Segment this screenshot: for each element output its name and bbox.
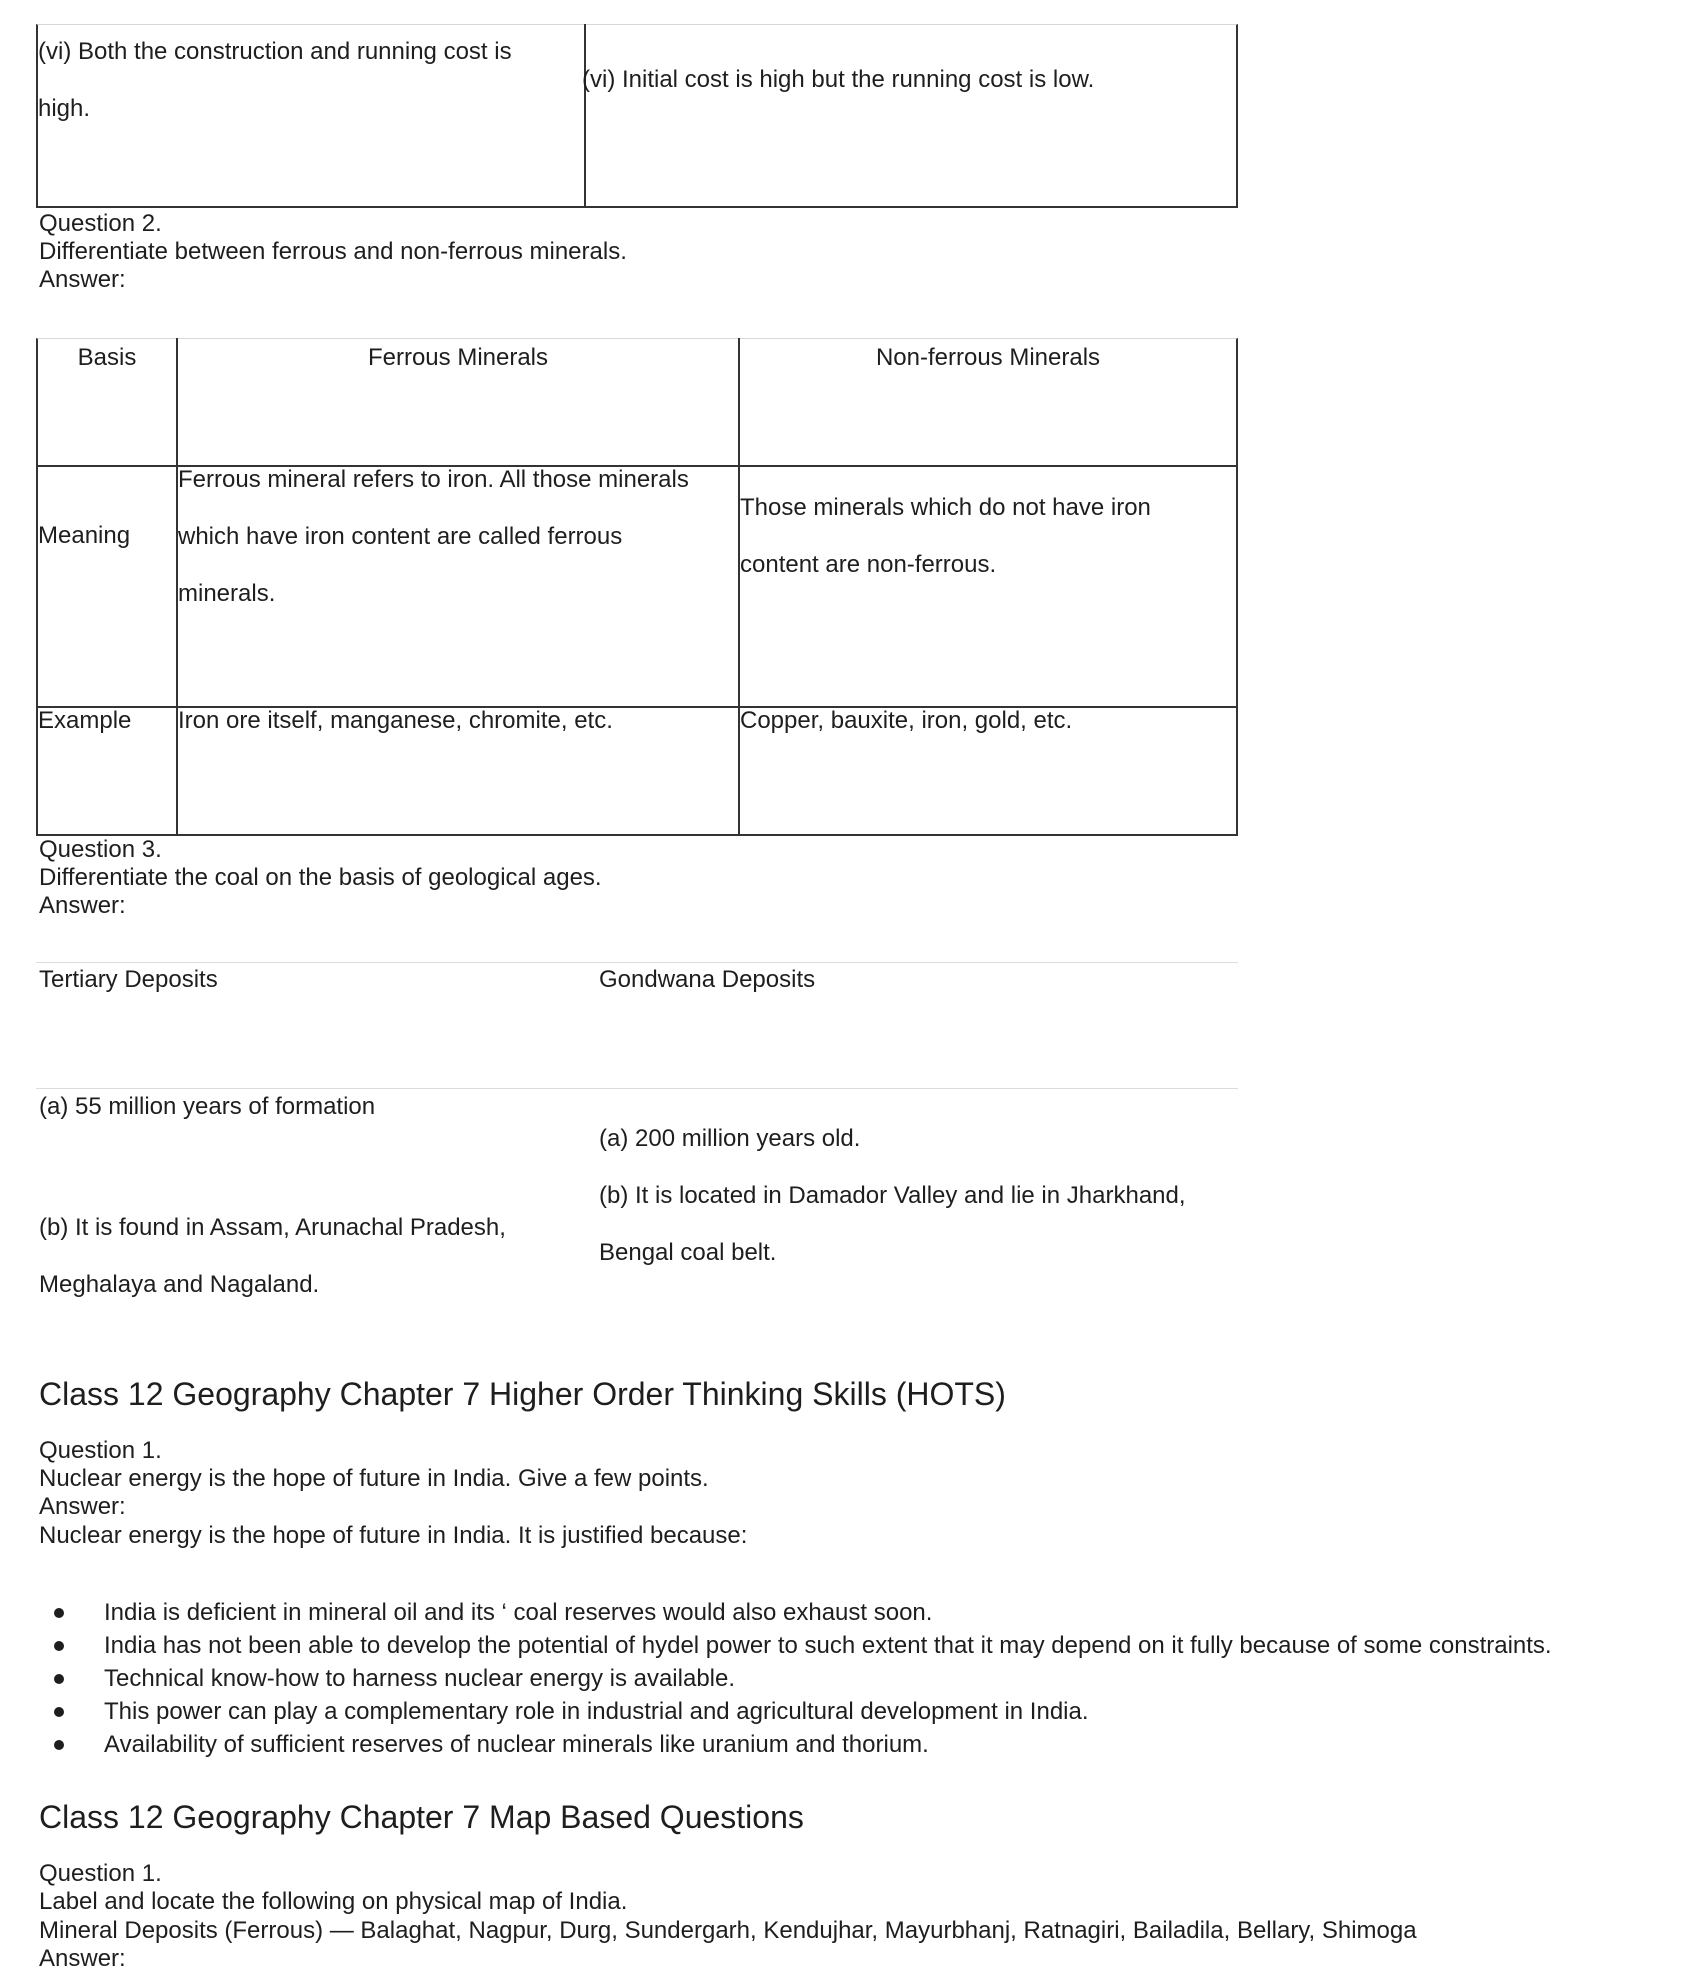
cell-line: Ferrous mineral refers to iron. All those minerals [178, 466, 689, 493]
table-row-divider [36, 962, 1238, 963]
cell-line: (a) 200 million years old. [599, 1125, 861, 1152]
question-text: Differentiate the coal on the basis of geological ages. [39, 864, 602, 891]
header-tertiary: Tertiary Deposits [39, 966, 218, 993]
cell-line: Copper, bauxite, iron, gold, etc. [740, 707, 1073, 734]
list-item: Technical know-how to harness nuclear energy is available. [36, 1662, 1552, 1695]
cell-line: (vi) Initial cost is high but the running cost is low. [582, 66, 1095, 93]
answer-label: Answer: [39, 1493, 126, 1520]
row-nonferrous-meaning [740, 479, 1234, 593]
answer-label: Answer: [39, 266, 126, 293]
cell-line: Meaning [38, 522, 131, 549]
cell-line: (b) It is located in Damador Valley and lie in Jharkhand, [599, 1182, 1186, 1209]
table-cell-right [582, 51, 1232, 108]
question-text: Nuclear energy is the hope of future in India. Give a few points. [39, 1465, 709, 1492]
question-text: Label and locate the following on physical map of India. [39, 1888, 628, 1915]
header-ferrous [178, 329, 738, 386]
tertiary-location [39, 1199, 579, 1313]
row-nonferrous-example [740, 692, 1234, 749]
list-item: This power can play a complementary role in industrial and agricultural development in India. [36, 1695, 1552, 1728]
question-label: Question 1. [39, 1860, 162, 1887]
cell-line: Iron ore itself, manganese, chromite, etc. [178, 707, 613, 734]
list-item: India has not been able to develop the potential of hydel power to such extent that it may depend on it fully because of some constraints. [36, 1629, 1552, 1662]
cell-line: minerals. [178, 580, 276, 607]
section-heading-hots: Class 12 Geography Chapter 7 Higher Order Thinking Skills (HOTS) [39, 1376, 1006, 1412]
cell-line: (a) 55 million years of formation [39, 1093, 376, 1120]
comparison-table-continued [36, 24, 1238, 208]
hots-points-list [36, 1596, 1552, 1761]
header-basis [38, 329, 176, 386]
question-label: Question 3. [39, 836, 162, 863]
list-item: India is deficient in mineral oil and its ‘ coal reserves would also exhaust soon. [36, 1596, 1552, 1629]
ferrous-comparison-table [36, 338, 1238, 836]
row-basis-meaning [38, 507, 174, 564]
cell-line: (b) It is found in Assam, Arunachal Pradesh, [39, 1214, 506, 1241]
cell-line: high. [38, 95, 91, 122]
header-text: Basis [77, 344, 137, 371]
header-text: Non-ferrous Minerals [875, 344, 1101, 371]
section-heading-map: Class 12 Geography Chapter 7 Map Based Questions [39, 1799, 804, 1835]
cell-line: Those minerals which do not have iron [740, 494, 1151, 521]
cell-line: (vi) Both the construction and running cost is [38, 38, 512, 65]
cell-line: content are non-ferrous. [740, 551, 997, 578]
answer-intro: Nuclear energy is the hope of future in India. It is justified because: [39, 1522, 748, 1549]
header-nonferrous [740, 329, 1236, 386]
answer-label: Answer: [39, 1945, 126, 1972]
question-text: Differentiate between ferrous and non-ferrous minerals. [39, 238, 627, 265]
deposits-list-text: Mineral Deposits (Ferrous) — Balaghat, Nagpur, Durg, Sundergarh, Kendujhar, Mayurbhanj, Ratnagiri, Bailadila, Bellary, Shimoga [39, 1917, 1417, 1944]
table-cell-left [38, 23, 578, 137]
list-item: Availability of sufficient reserves of nuclear minerals like uranium and thorium. [36, 1728, 1552, 1761]
question-label: Question 1. [39, 1437, 162, 1464]
cell-line: which have iron content are called ferrous [178, 523, 623, 550]
row-ferrous-example [178, 692, 736, 749]
gondwana-details [599, 1110, 1239, 1281]
cell-line: Example [38, 707, 132, 734]
cell-line: Bengal coal belt. [599, 1239, 777, 1266]
header-gondwana: Gondwana Deposits [599, 966, 816, 993]
row-ferrous-meaning [178, 451, 736, 622]
question-label: Question 2. [39, 210, 162, 237]
cell-line: Meghalaya and Nagaland. [39, 1271, 320, 1298]
answer-label: Answer: [39, 892, 126, 919]
tertiary-details [39, 1078, 579, 1141]
row-basis-example [38, 692, 174, 749]
header-text: Ferrous Minerals [367, 344, 549, 371]
